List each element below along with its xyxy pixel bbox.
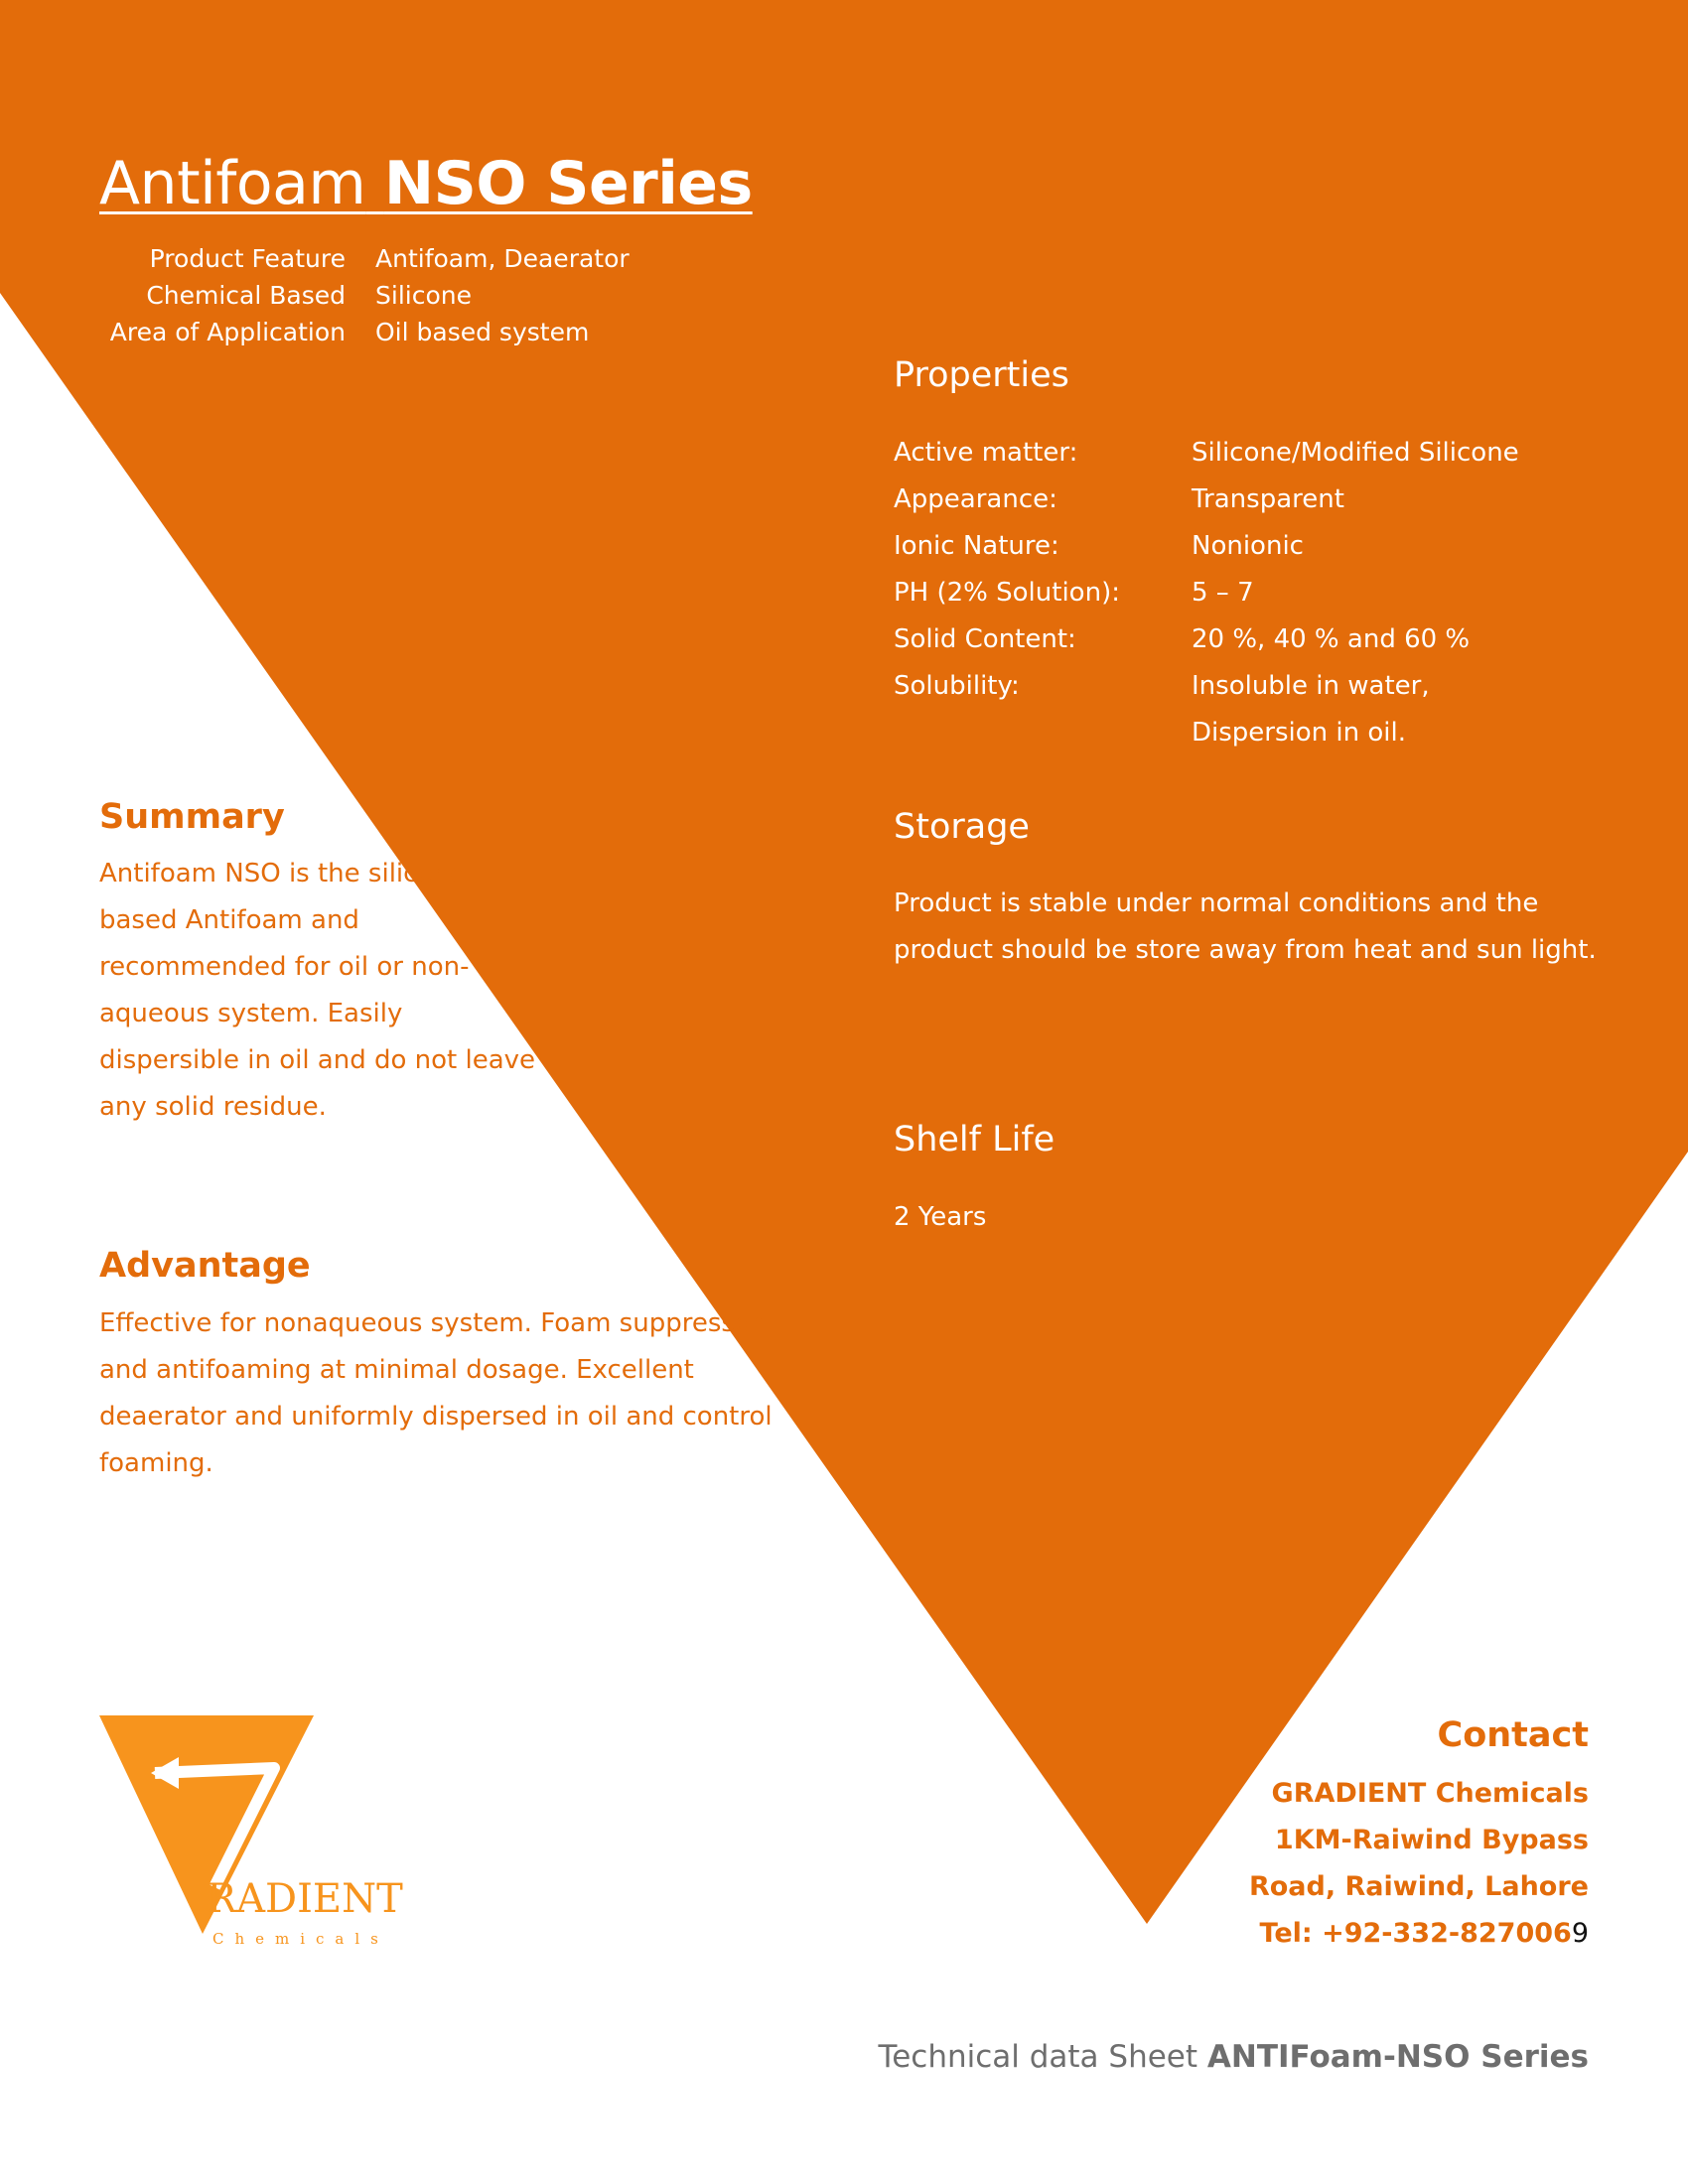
property-row — [894, 616, 1519, 663]
feature-value: Antifoam, Deaerator — [375, 244, 630, 273]
property-value: 20 %, 40 % and 60 % — [1192, 624, 1471, 654]
contact-details — [1249, 1770, 1589, 1957]
feature-key: Product Feature — [149, 244, 346, 273]
property-key: Solubility: — [894, 671, 1020, 701]
property-key: Ionic Nature: — [894, 531, 1059, 561]
property-key: Active matter: — [894, 438, 1078, 468]
feature-key: Area of Application — [109, 318, 346, 346]
advantage-text: Effective for nonaqueous system. Foam suppressor and antifoaming at minimal dosage. Excellent deaerator and uniformly dispersed in oil and control foaming. — [99, 1308, 773, 1478]
contact-company: GRADIENT Chemicals — [1271, 1778, 1589, 1809]
storage-text: Product is stable under normal conditions and the product should be store away from heat and sun light. — [894, 888, 1597, 965]
feature-row — [89, 281, 630, 318]
contact-tel-last-digit: 9 — [1571, 1918, 1589, 1949]
property-value: Insoluble in water, — [1192, 671, 1430, 701]
footer-text — [879, 2039, 1589, 2075]
footer-light: Technical data Sheet — [878, 2039, 1198, 2075]
shelf-life-heading: Shelf Life — [894, 1120, 1055, 1160]
property-row — [894, 430, 1519, 477]
property-row — [894, 570, 1519, 616]
property-key: Solid Content: — [894, 624, 1076, 654]
feature-row — [89, 244, 630, 281]
property-row — [894, 710, 1519, 756]
shelf-life-text: 2 Years — [894, 1202, 987, 1232]
property-value: Transparent — [1192, 484, 1344, 514]
contact-telephone — [1249, 1910, 1589, 1957]
gradient-logo — [95, 1713, 433, 1952]
feature-key: Chemical Based — [146, 281, 346, 310]
properties-heading: Properties — [894, 355, 1069, 395]
contact-heading: Contact — [1437, 1715, 1589, 1755]
contact-tel-main: Tel: +92-332-827006 — [1259, 1918, 1572, 1949]
page-title — [99, 149, 753, 218]
title-light: Antifoam — [99, 149, 366, 218]
summary-heading: Summary — [99, 797, 285, 837]
summary-text: Antifoam NSO is the silicone based Antifoam and recommended for oil or non-aqueous system. Easily dispersible in oil and do not leave any solid residue. — [99, 859, 536, 1122]
property-value: Dispersion in oil. — [1192, 718, 1406, 748]
logo-name: RADIENT — [207, 1876, 403, 1922]
feature-row — [89, 318, 630, 354]
advantage-heading: Advantage — [99, 1246, 311, 1286]
property-row — [894, 523, 1519, 570]
properties-table — [894, 430, 1519, 756]
property-value: Nonionic — [1192, 531, 1304, 561]
contact-address-line-2: Road, Raiwind, Lahore — [1248, 1871, 1589, 1902]
title-bold: NSO Series — [383, 149, 753, 218]
contact-address-line-1: 1KM-Raiwind Bypass — [1274, 1825, 1589, 1855]
footer-bold: ANTIFoam-NSO Series — [1206, 2039, 1589, 2075]
property-value: 5 – 7 — [1192, 578, 1254, 608]
property-row — [894, 663, 1519, 710]
logo-subtitle: Chemicals — [212, 1930, 389, 1948]
property-key — [894, 710, 1192, 756]
storage-heading: Storage — [894, 807, 1030, 847]
product-features-table — [89, 244, 630, 354]
property-key: PH (2% Solution): — [894, 578, 1120, 608]
feature-value: Silicone — [375, 281, 472, 310]
property-value: Silicone/Modified Silicone — [1192, 438, 1519, 468]
feature-value: Oil based system — [375, 318, 590, 346]
property-key: Appearance: — [894, 484, 1057, 514]
property-row — [894, 477, 1519, 523]
